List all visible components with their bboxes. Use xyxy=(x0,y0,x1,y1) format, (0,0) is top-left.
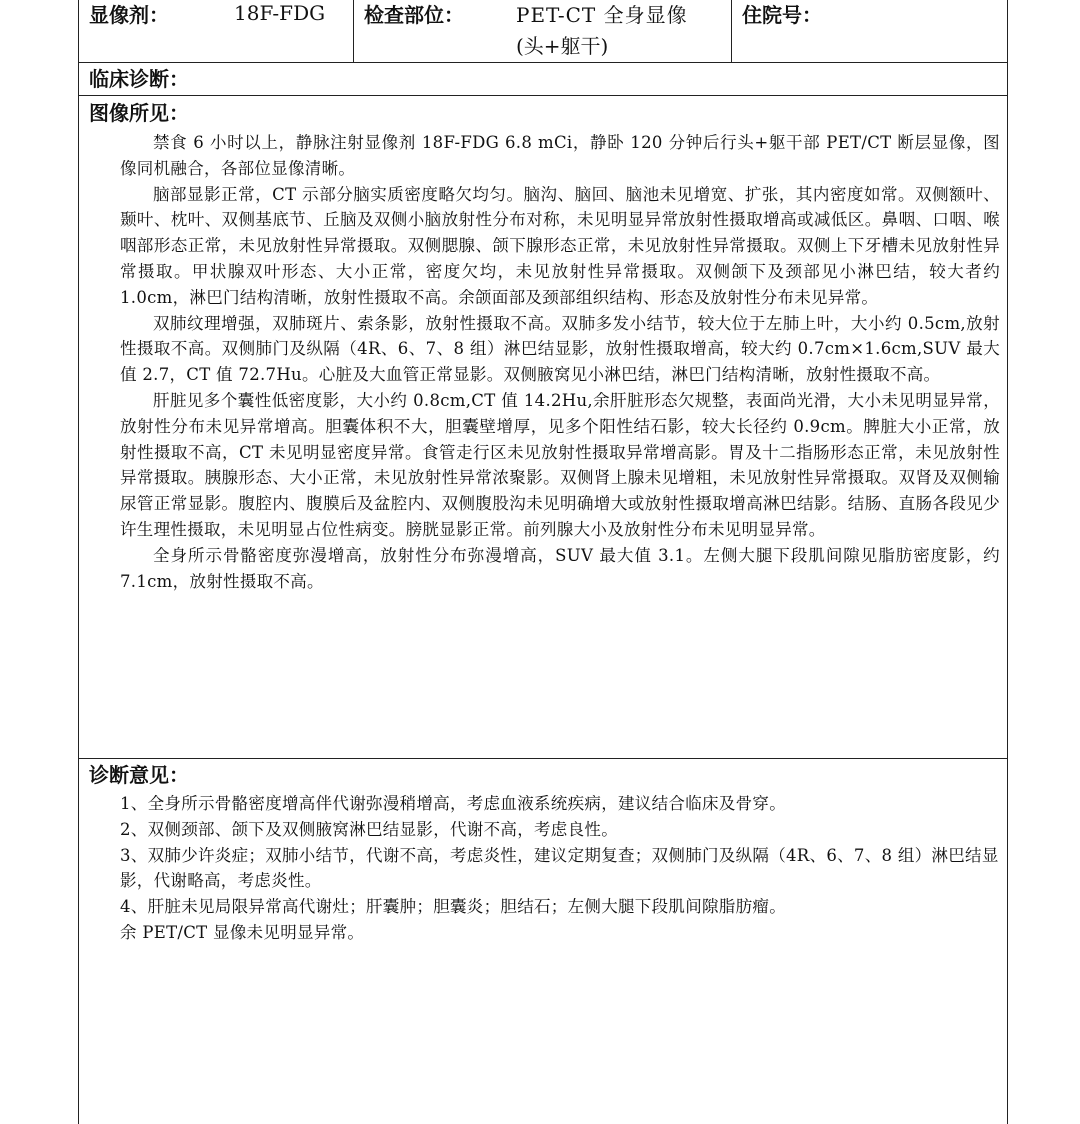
header-divider xyxy=(78,62,1008,63)
findings-paragraph: 全身所示骨骼密度弥漫增高，放射性分布弥漫增高，SUV 最大值 3.1。左侧大腿下段肌间隙见脂肪密度影，约 7.1cm，放射性摄取不高。 xyxy=(120,545,1000,591)
diagnosis-item: 余 PET/CT 显像未见明显异常。 xyxy=(120,922,365,942)
diagnosis-list xyxy=(120,791,1000,946)
diagnosis-item: 3、双肺少许炎症；双肺小结节，代谢不高，考虑炎性，建议定期复查；双侧肺门及纵隔（4R、6、7、8 组）淋巴结显影，代谢略高，考虑炎性。 xyxy=(120,845,999,891)
site-value-line2: (头+躯干) xyxy=(516,34,609,58)
findings-paragraph: 双肺纹理增强，双肺斑片、索条影，放射性摄取不高。双肺多发小结节，较大位于左肺上叶，大小约 0.5cm,放射性摄取不高。双侧肺门及纵隔（4R、6、7、8 组）淋巴结显影，放射性摄取增高，较大约 0.7cm×1.6cm,SUV 最大值 2.7，CT 值 72.7Hu。心脏及大血管正常显影。双侧腋窝见小淋巴结，淋巴门结构清晰，放射性摄取不高。 xyxy=(120,313,1000,385)
diagnosis-title: 诊断意见： xyxy=(89,763,189,787)
clinical-divider xyxy=(78,95,1008,96)
site-value-line1: PET-CT 全身显像 xyxy=(516,3,688,27)
site-label: 检查部位： xyxy=(364,3,464,27)
header-column-divider-1 xyxy=(353,0,354,62)
findings-body xyxy=(120,130,1000,594)
diagnosis-item: 1、全身所示骨骼密度增高伴代谢弥漫稍增高，考虑血液系统疾病，建议结合临床及骨穿。 xyxy=(120,794,786,813)
findings-paragraph: 肝脏见多个囊性低密度影，大小约 0.8cm,CT 值 14.2Hu,余肝脏形态欠规整，表面尚光滑，大小未见明显异常，放射性分布未见异常增高。胆囊体积不大，胆囊壁增厚，见多个阳性结石影，较大长径约 0.9cm。脾脏大小正常，放射性摄取不高，CT 未见明显密度异常。食管走行区未见放射性摄取异常增高影。胃及十二指肠形态正常，未见放射性异常摄取。胰腺形态、大小正常，未见放射性异常浓聚影。双侧肾上腺未见增粗，未见放射性异常摄取。双肾及双侧输尿管正常显影。腹腔内、腹膜后及盆腔内、双侧腹股沟未见明确增大或放射性摄取增高淋巴结影。结肠、直肠各段见少许生理性摄取，未见明显占位性病变。膀胱显影正常。前列腺大小及放射性分布未见明显异常。 xyxy=(120,390,1000,539)
findings-paragraph: 禁食 6 小时以上，静脉注射显像剂 18F-FDG 6.8 mCi，静卧 120 分钟后行头+躯干部 PET/CT 断层显像，图像同机融合，各部位显像清晰。 xyxy=(120,133,1000,178)
agent-value: 18F-FDG xyxy=(234,1,326,25)
header-column-divider-2 xyxy=(731,0,732,62)
agent-label: 显像剂： xyxy=(89,3,169,27)
findings-paragraph: 脑部显影正常，CT 示部分脑实质密度略欠均匀。脑沟、脑回、脑池未见增宽、扩张，其内密度如常。双侧额叶、颞叶、枕叶、双侧基底节、丘脑及双侧小脑放射性分布对称，未见明显异常放射性摄取增高或减低区。鼻咽、口咽、喉咽部形态正常，未见放射性异常摄取。双侧腮腺、颌下腺形态正常，未见放射性异常摄取。双侧上下牙槽未见放射性异常摄取。甲状腺双叶形态、大小正常，密度欠均，未见放射性异常摄取。双侧颌下及颈部见小淋巴结，较大者约 1.0cm，淋巴门结构清晰，放射性摄取不高。余颌面部及颈部组织结构、形态及放射性分布未见异常。 xyxy=(120,184,1000,307)
clinical-diagnosis-title: 临床诊断： xyxy=(89,67,189,91)
findings-title: 图像所见： xyxy=(89,101,189,125)
admission-label: 住院号： xyxy=(742,3,822,27)
findings-divider xyxy=(78,758,1008,759)
diagnosis-item: 2、双侧颈部、颌下及双侧腋窝淋巴结显影，代谢不高，考虑良性。 xyxy=(120,819,618,839)
diagnosis-item: 4、肝脏未见局限异常高代谢灶；肝囊肿；胆囊炎；胆结石；左侧大腿下段肌间隙脂肪瘤。 xyxy=(120,897,786,917)
